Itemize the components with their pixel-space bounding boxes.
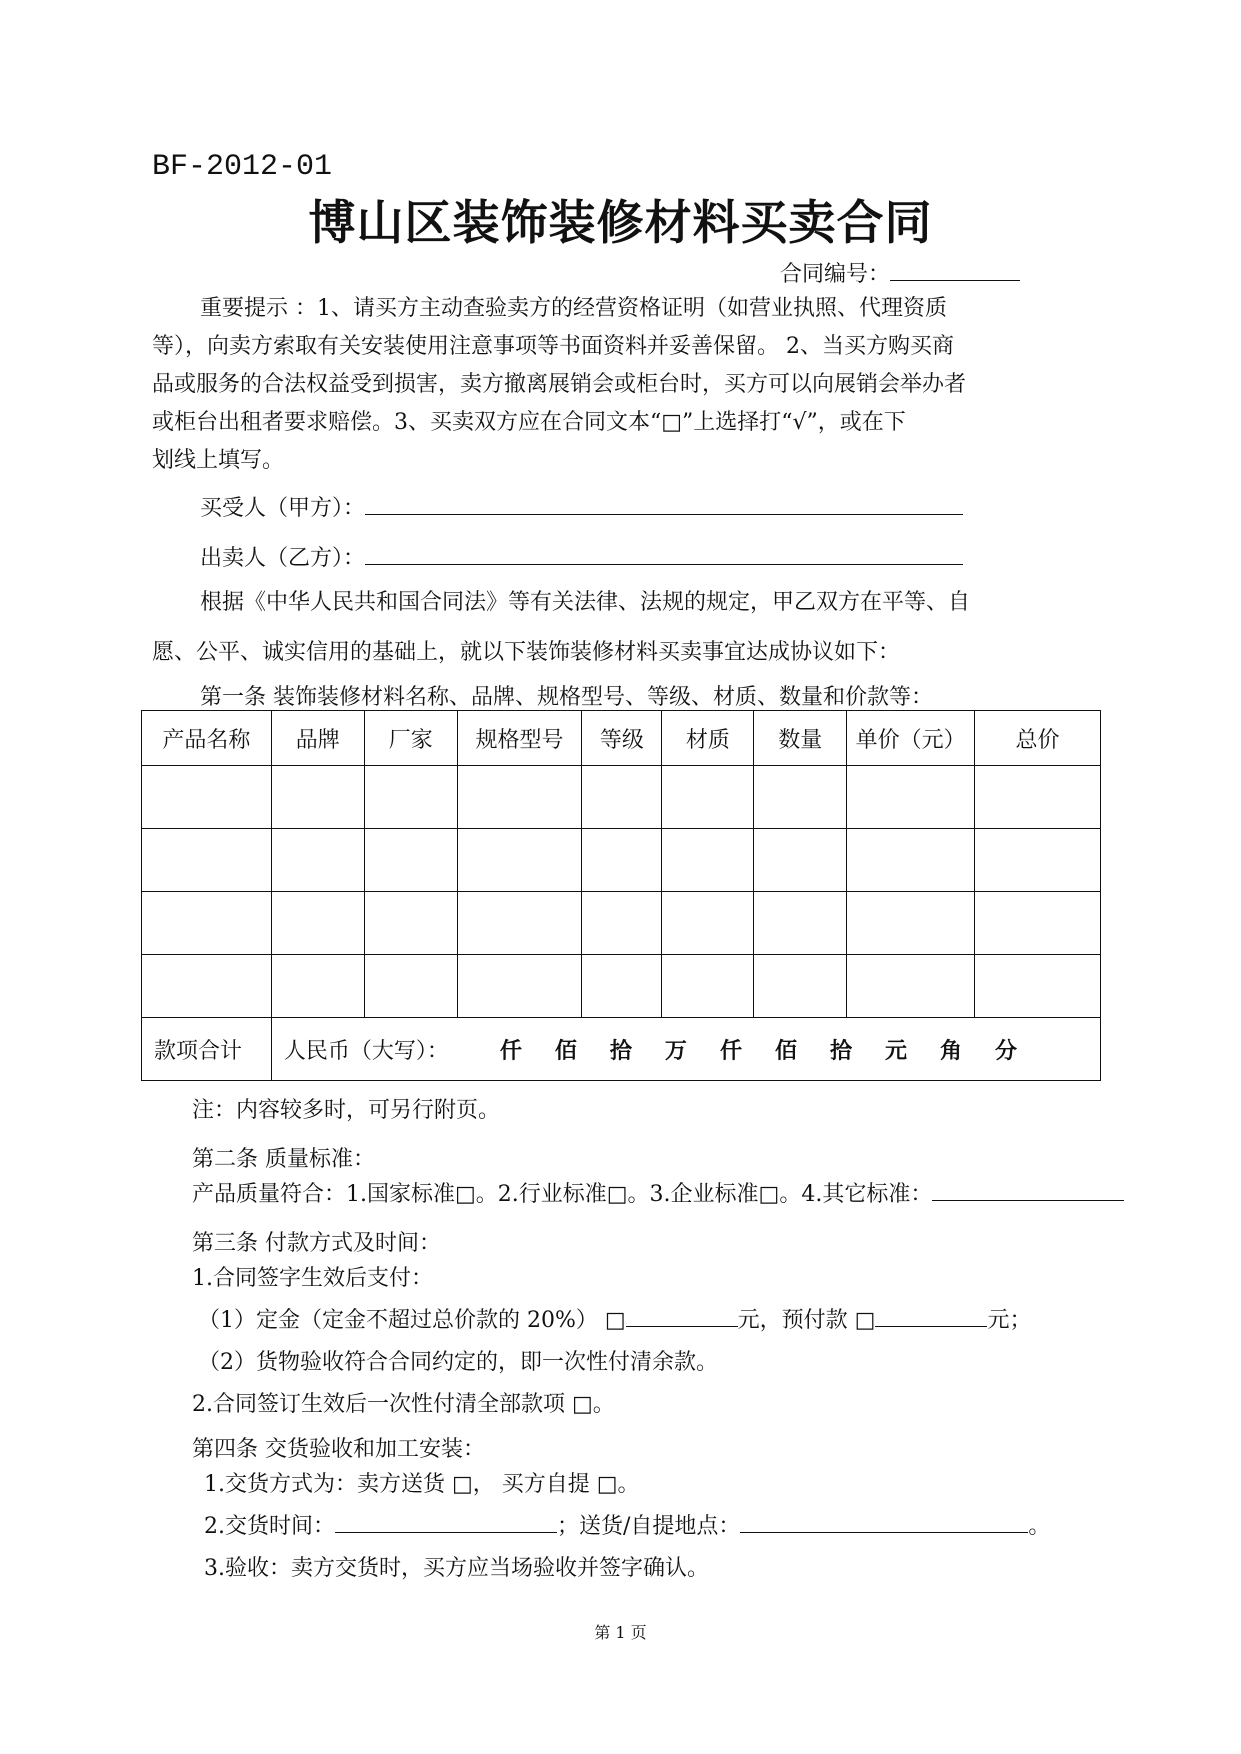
table-cell[interactable] [364, 955, 457, 1018]
notice-line-5: 划线上填写。 [152, 448, 285, 473]
table-cell[interactable] [754, 892, 847, 955]
prepayment-unit: 元； [987, 1308, 1032, 1333]
unit-label: 仟 [719, 1038, 742, 1064]
article2-heading: 第二条 质量标准： [192, 1147, 375, 1172]
deposit-amount-field[interactable] [626, 1302, 738, 1327]
total-label: 款项合计 [142, 1018, 272, 1081]
unit-label: 万 [664, 1038, 687, 1064]
column-header: 产品名称 [142, 711, 272, 766]
unit-label: 角 [940, 1038, 963, 1064]
table-cell[interactable] [975, 955, 1101, 1018]
table-cell[interactable] [142, 955, 272, 1018]
seller-field[interactable] [365, 540, 963, 565]
table-cell[interactable] [582, 892, 662, 955]
unit-label: 元 [884, 1038, 907, 1064]
table-cell[interactable] [582, 955, 662, 1018]
delivery-place-field[interactable] [740, 1508, 1028, 1533]
contract-number-label: 合同编号： [780, 262, 891, 287]
column-header: 等级 [582, 711, 662, 766]
payment-item-1: 1.合同签字生效后支付： [192, 1266, 433, 1291]
seller-label: 出卖人（乙方）： [200, 546, 366, 571]
buyer-row [200, 490, 963, 528]
notice-line-3: 品或服务的合法权益受到损害，卖方撤离展销会或柜台时，买方可以向展销会举办者 [152, 372, 967, 397]
column-header: 数量 [754, 711, 847, 766]
table-cell[interactable] [271, 829, 364, 892]
table-cell[interactable] [662, 892, 754, 955]
table-cell[interactable] [847, 955, 975, 1018]
table-cell[interactable] [754, 766, 847, 829]
column-header: 规格型号 [457, 711, 582, 766]
page-number: 第 1 页 [594, 1623, 647, 1642]
preamble-line-2: 愿、公平、诚实信用的基础上，就以下装饰装修材料买卖事宜达成协议如下： [152, 640, 901, 665]
rmb-units [500, 1039, 1043, 1064]
deposit-row [198, 1302, 1031, 1340]
column-header: 总价 [975, 711, 1101, 766]
table-row [142, 766, 1101, 829]
table-cell[interactable] [847, 829, 975, 892]
table-row [142, 892, 1101, 955]
quality-standard-text: 产品质量符合：1.国家标准□。2.行业标准□。3.企业标准□。4.其它标准： [192, 1182, 933, 1207]
table-cell[interactable] [364, 829, 457, 892]
table-cell[interactable] [142, 829, 272, 892]
buyer-field[interactable] [365, 490, 963, 515]
table-cell[interactable] [457, 892, 582, 955]
table-cell[interactable] [271, 955, 364, 1018]
rmb-label: 人民币（大写）： [283, 1038, 449, 1064]
materials-table [141, 710, 1101, 1081]
table-cell[interactable] [662, 766, 754, 829]
total-amount-cell[interactable] [271, 1018, 1100, 1081]
delivery-time-label: 2.交货时间： [204, 1514, 335, 1539]
contract-number-row [780, 256, 1020, 294]
unit-label: 拾 [829, 1038, 852, 1064]
table-cell[interactable] [847, 766, 975, 829]
table-cell[interactable] [457, 829, 582, 892]
table-cell[interactable] [582, 766, 662, 829]
prepayment-amount-field[interactable] [875, 1302, 987, 1327]
delivery-method: 1.交货方式为：卖方送货 □， 买方自提 □。 [204, 1472, 640, 1497]
table-cell[interactable] [975, 892, 1101, 955]
deposit-label: （1）定金（定金不超过总价款的 20%） □ [198, 1308, 626, 1333]
article4-heading: 第四条 交货验收和加工安装： [192, 1437, 485, 1462]
unit-label: 佰 [774, 1038, 797, 1064]
table-cell[interactable] [271, 892, 364, 955]
deposit-unit: 元，预付款 □ [737, 1308, 876, 1333]
column-header: 厂家 [364, 711, 457, 766]
preamble-line-1: 根据《中华人民共和国合同法》等有关法律、法规的规定，甲乙双方在平等、自 [200, 590, 971, 615]
table-cell[interactable] [754, 955, 847, 1018]
total-row [142, 1018, 1101, 1081]
table-cell[interactable] [582, 829, 662, 892]
table-cell[interactable] [142, 766, 272, 829]
document-code: BF-2012-01 [152, 150, 333, 184]
table-cell[interactable] [975, 829, 1101, 892]
article3-heading: 第三条 付款方式及时间： [192, 1231, 441, 1256]
table-cell[interactable] [457, 955, 582, 1018]
table-cell[interactable] [364, 892, 457, 955]
delivery-time-row [204, 1508, 1050, 1546]
seller-row [200, 540, 963, 578]
table-cell[interactable] [662, 829, 754, 892]
table-note: 注：内容较多时，可另行附页。 [192, 1098, 501, 1123]
buyer-label: 买受人（甲方）： [200, 496, 366, 521]
table-row [142, 829, 1101, 892]
other-standard-field[interactable] [932, 1176, 1124, 1201]
unit-label: 拾 [609, 1038, 632, 1064]
notice-line-4: 或柜台出租者要求赔偿。3、买卖双方应在合同文本“□”上选择打“√”，或在下 [152, 410, 906, 435]
table-cell[interactable] [271, 766, 364, 829]
article1-heading: 第一条 装饰装修材料名称、品牌、规格型号、等级、材质、数量和价款等： [200, 685, 933, 710]
notice-line-2: 等），向卖方索取有关安装使用注意事项等书面资料并妥善保留。 2、当买方购买商 [152, 334, 954, 359]
table-header-row [142, 711, 1101, 766]
delivery-time-field[interactable] [335, 1508, 557, 1533]
table-cell[interactable] [662, 955, 754, 1018]
column-header: 品牌 [271, 711, 364, 766]
table-cell[interactable] [364, 766, 457, 829]
table-cell[interactable] [457, 766, 582, 829]
table-cell[interactable] [847, 892, 975, 955]
notice-line-1: 重要提示 ：1、请买方主动查验卖方的经营资格证明（如营业执照、代理资质 [200, 296, 947, 321]
table-row [142, 955, 1101, 1018]
acceptance-clause: 3.验收：卖方交货时，买方应当场验收并签字确认。 [204, 1556, 709, 1581]
contract-number-field[interactable] [890, 256, 1020, 281]
unit-label: 分 [995, 1038, 1018, 1064]
table-cell[interactable] [142, 892, 272, 955]
delivery-place-label: ；送货/自提地点： [557, 1514, 741, 1539]
payment-item-2: 2.合同签订生效后一次性付清全部款项 □。 [192, 1392, 615, 1417]
delivery-end: 。 [1028, 1514, 1051, 1539]
unit-label: 仟 [499, 1038, 522, 1064]
unit-label: 佰 [554, 1038, 577, 1064]
quality-standard-row [192, 1176, 1124, 1214]
table-cell[interactable] [754, 829, 847, 892]
column-header: 单价（元） [847, 711, 975, 766]
balance-payment: （2）货物验收符合合同约定的，即一次性付清余款。 [198, 1350, 718, 1375]
table-cell[interactable] [975, 766, 1101, 829]
document-title: 博山区装饰装修材料买卖合同 [308, 196, 933, 251]
column-header: 材质 [662, 711, 754, 766]
